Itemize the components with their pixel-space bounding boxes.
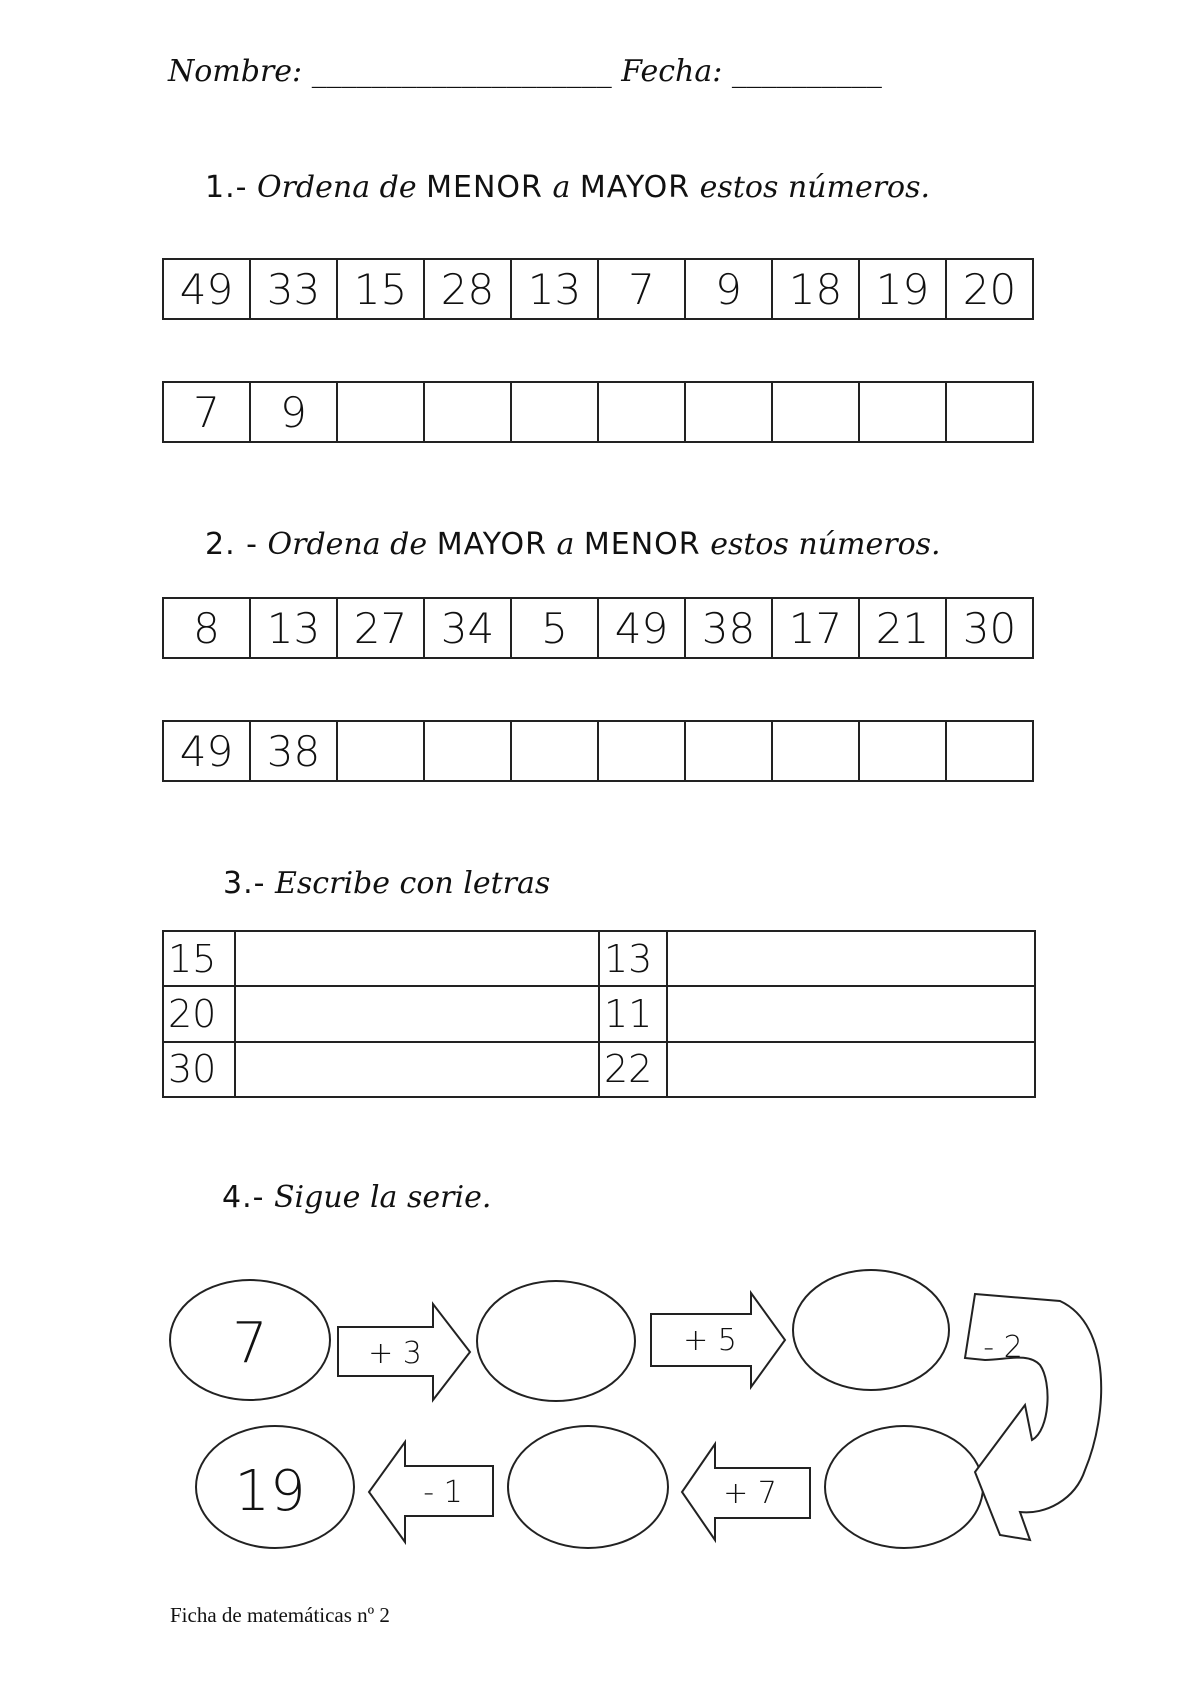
number-cell: 20	[163, 986, 235, 1041]
oval-answer[interactable]	[508, 1426, 668, 1548]
date-blank[interactable]: __________	[731, 54, 882, 89]
series-end-value: 19	[234, 1459, 306, 1524]
oval-answer[interactable]	[825, 1426, 983, 1548]
number-cell: 7	[598, 259, 685, 319]
exercise-1-title: 1.- Ordena de MENOR a MAYOR estos números.	[205, 170, 931, 205]
answer-cell[interactable]	[859, 382, 946, 442]
number-cell: 9	[685, 259, 772, 319]
exercise-4-title: 4.- Sigue la serie.	[222, 1180, 492, 1215]
answer-cell[interactable]	[337, 721, 424, 781]
exercise-1-numbers-table	[162, 258, 1034, 320]
number-cell: 17	[772, 598, 859, 658]
write-cell[interactable]	[235, 986, 599, 1041]
answer-cell[interactable]	[685, 721, 772, 781]
footer-text: Ficha de matemáticas nº 2	[170, 1603, 390, 1627]
number-cell: 19	[859, 259, 946, 319]
series-start-value: 7	[232, 1311, 268, 1376]
answer-cell[interactable]	[772, 382, 859, 442]
date-label: Fecha:	[621, 54, 723, 89]
number-cell: 5	[511, 598, 598, 658]
number-cell: 30	[946, 598, 1033, 658]
number-cell: 18	[772, 259, 859, 319]
answer-cell[interactable]	[946, 721, 1033, 781]
name-label: Nombre:	[168, 54, 303, 89]
series-diagram	[0, 1250, 1192, 1550]
number-cell: 38	[685, 598, 772, 658]
write-cell[interactable]	[667, 931, 1035, 986]
number-cell: 15	[163, 931, 235, 986]
exercise-1-answer-table	[162, 381, 1034, 443]
number-cell: 49	[598, 598, 685, 658]
number-cell: 11	[599, 986, 667, 1041]
number-cell: 28	[424, 259, 511, 319]
name-blank[interactable]: ____________________	[311, 54, 612, 89]
write-cell[interactable]	[235, 1042, 599, 1097]
number-cell: 20	[946, 259, 1033, 319]
number-cell: 15	[337, 259, 424, 319]
number-cell: 30	[163, 1042, 235, 1097]
answer-cell[interactable]: 49	[163, 721, 250, 781]
write-cell[interactable]	[235, 931, 599, 986]
answer-cell[interactable]	[337, 382, 424, 442]
answer-cell[interactable]	[685, 382, 772, 442]
exercise-3-table	[162, 930, 1036, 1098]
answer-cell[interactable]	[598, 382, 685, 442]
answer-cell[interactable]	[511, 382, 598, 442]
number-cell: 34	[424, 598, 511, 658]
op-label: + 7	[723, 1476, 777, 1511]
number-cell: 33	[250, 259, 337, 319]
answer-cell[interactable]	[424, 382, 511, 442]
write-cell[interactable]	[667, 1042, 1035, 1097]
answer-cell[interactable]	[598, 721, 685, 781]
number-cell: 21	[859, 598, 946, 658]
answer-cell[interactable]: 9	[250, 382, 337, 442]
number-cell: 13	[250, 598, 337, 658]
answer-cell[interactable]: 38	[250, 721, 337, 781]
op-label: - 1	[423, 1475, 463, 1510]
oval-answer[interactable]	[793, 1270, 949, 1390]
answer-cell[interactable]	[424, 721, 511, 781]
op-label: + 3	[368, 1336, 422, 1371]
answer-cell[interactable]	[859, 721, 946, 781]
answer-cell[interactable]: 7	[163, 382, 250, 442]
exercise-2-title: 2. - Ordena de MAYOR a MENOR estos números.	[205, 527, 941, 562]
answer-cell[interactable]	[772, 721, 859, 781]
answer-cell[interactable]	[946, 382, 1033, 442]
number-cell: 13	[599, 931, 667, 986]
answer-cell[interactable]	[511, 721, 598, 781]
number-cell: 8	[163, 598, 250, 658]
oval-answer[interactable]	[477, 1281, 635, 1401]
exercise-2-answer-table	[162, 720, 1034, 782]
header-name-date	[168, 54, 882, 89]
number-cell: 13	[511, 259, 598, 319]
number-cell: 49	[163, 259, 250, 319]
exercise-2-numbers-table	[162, 597, 1034, 659]
number-cell: 22	[599, 1042, 667, 1097]
op-label: + 5	[683, 1323, 737, 1358]
number-cell: 27	[337, 598, 424, 658]
write-cell[interactable]	[667, 986, 1035, 1041]
exercise-3-title: 3.- Escribe con letras	[223, 866, 551, 901]
op-label: - 2	[983, 1330, 1023, 1365]
